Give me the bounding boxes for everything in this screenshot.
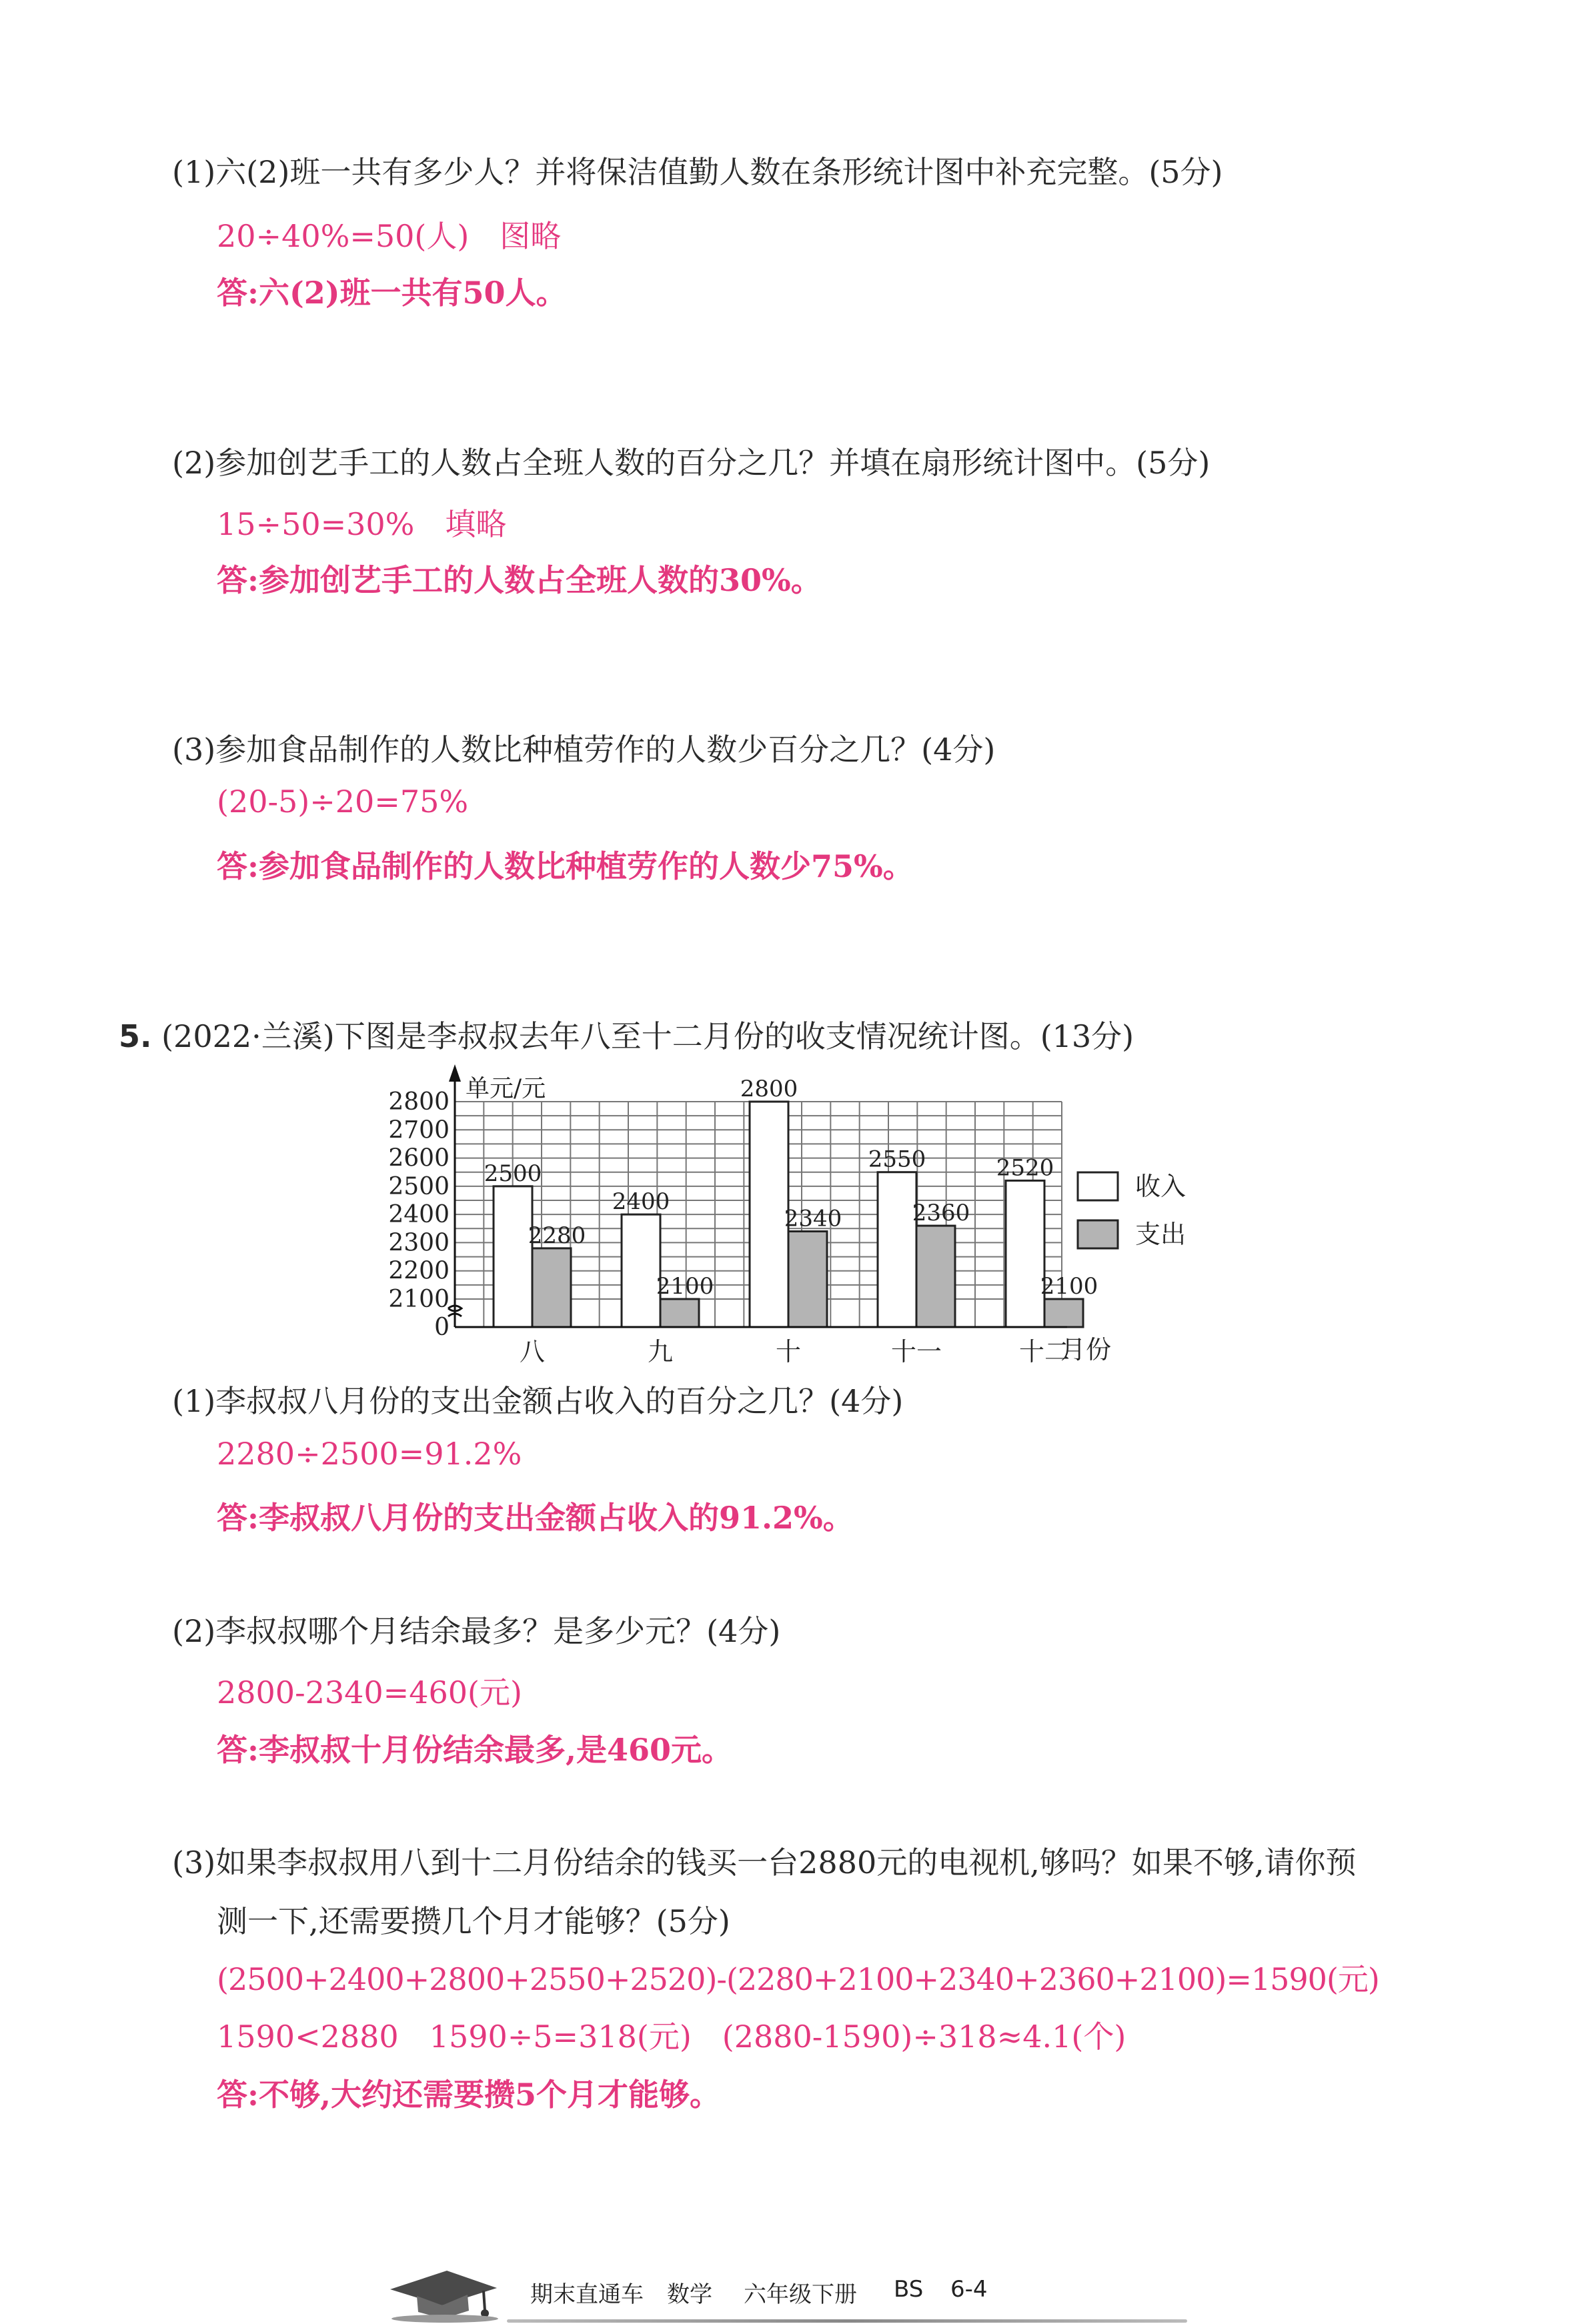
bar-expense — [532, 1248, 571, 1327]
q5-p3-question-line1: (3)如果李叔叔用八到十二月份结余的钱买一台2880元的电视机,够吗？如果不够,请你预 — [172, 1845, 1357, 1881]
data-label: 2500 — [484, 1160, 542, 1187]
q5-p3-calc-line1: (2500+2400+2800+2550+2520)-(2280+2100+2340+2360+2100)=1590(元) — [217, 1961, 1379, 1997]
legend-label: 收入 — [1135, 1172, 1187, 1201]
y-tick-label: 2200 — [388, 1257, 450, 1285]
q4-p2-calc: 15÷50=30% 填略 — [217, 506, 507, 542]
q5-p1-answer: 答:李叔叔八月份的支出金额占收入的91.2%。 — [217, 1500, 854, 1536]
data-label: 2100 — [1040, 1273, 1098, 1300]
q4-p2-answer: 答:参加创艺手工的人数占全班人数的30%。 — [217, 562, 822, 598]
x-tick-label: 十二 — [1018, 1337, 1070, 1366]
data-label: 2400 — [612, 1188, 670, 1216]
q4-p2-question: (2)参加创艺手工的人数占全班人数的百分之几？并填在扇形统计图中。(5分) — [172, 445, 1211, 481]
y-tick-label: 2300 — [388, 1229, 450, 1257]
x-tick-label: 十一 — [890, 1337, 942, 1366]
q5-p3-calc-line2: 1590<2880 1590÷5=318(元) (2880-1590)÷318≈4.1(个) — [217, 2019, 1126, 2055]
q4-p1-calc: 20÷40%=50(人) 图略 — [217, 218, 562, 254]
data-label: 2100 — [656, 1273, 714, 1300]
y-tick-label: 2400 — [388, 1201, 450, 1229]
bar-expense — [788, 1232, 827, 1327]
bar-income — [1006, 1180, 1044, 1327]
footer-subject: 数学 — [667, 2281, 712, 2308]
y-tick-label: 0 — [434, 1314, 450, 1341]
q4-p1-question: (1)六(2)班一共有多少人？并将保洁值勤人数在条形统计图中补充完整。(5分) — [172, 154, 1223, 190]
x-axis-label: 月份 — [1060, 1335, 1112, 1364]
q4-p3-question: (3)参加食品制作的人数比种植劳作的人数少百分之几？(4分) — [172, 732, 996, 768]
q5-p2-question: (2)李叔叔哪个月结余最多？是多少元？(4分) — [172, 1613, 781, 1649]
footer-title: 期末直通车 — [530, 2281, 644, 2308]
data-label: 2340 — [784, 1205, 842, 1232]
bar-expense — [1044, 1299, 1083, 1327]
x-tick-label: 十 — [775, 1337, 802, 1366]
bar-income — [622, 1214, 660, 1327]
q5-p2-calc: 2800-2340=460(元) — [217, 1674, 522, 1710]
footer-grade: 六年级下册 — [744, 2281, 857, 2308]
q5-p1-question: (1)李叔叔八月份的支出金额占收入的百分之几？(4分) — [172, 1383, 904, 1419]
y-axis-arrow — [449, 1064, 461, 1082]
q4-p3-calc: (20-5)÷20=75% — [217, 784, 469, 820]
bar-expense — [660, 1299, 699, 1327]
data-label: 2800 — [740, 1076, 798, 1102]
graduation-cap-icon — [383, 2264, 504, 2324]
data-label: 2550 — [868, 1146, 926, 1173]
legend-label: 支出 — [1135, 1220, 1187, 1249]
legend-swatch — [1078, 1172, 1118, 1200]
data-label: 2360 — [912, 1200, 970, 1227]
footer-page: 6-4 — [950, 2276, 988, 2303]
x-tick-label: 八 — [519, 1337, 546, 1366]
q5-intro: (2022·兰溪)下图是李叔叔去年八至十二月份的收支情况统计图。(13分) — [161, 1018, 1134, 1054]
y-axis-label: 单元/元 — [466, 1075, 546, 1102]
q5-p2-answer: 答:李叔叔十月份结余最多,是460元。 — [217, 1732, 733, 1768]
footer-edition: BS — [894, 2276, 924, 2303]
footer-rule — [507, 2319, 1187, 2323]
bar-income — [878, 1172, 916, 1327]
q4-p3-answer: 答:参加食品制作的人数比种植劳作的人数少75%。 — [217, 848, 914, 884]
y-tick-label: 2100 — [388, 1286, 450, 1313]
data-label: 2520 — [996, 1154, 1054, 1182]
bar-income — [750, 1102, 788, 1327]
y-tick-label: 2800 — [388, 1088, 450, 1116]
bar-expense — [916, 1226, 955, 1327]
data-label: 2280 — [528, 1222, 586, 1249]
q5-p3-answer: 答:不够,大约还需要攒5个月才能够。 — [217, 2077, 721, 2113]
y-tick-label: 2700 — [388, 1116, 450, 1144]
y-tick-label: 2500 — [388, 1172, 450, 1200]
q5-number: 5. — [119, 1018, 152, 1054]
q5-p3-question-line2: 测一下,还需要攒几个月才能够？(5分) — [217, 1903, 730, 1939]
q4-p1-answer: 答:六(2)班一共有50人。 — [217, 275, 567, 311]
bar-income — [494, 1186, 532, 1327]
y-tick-label: 2600 — [388, 1144, 450, 1172]
legend-swatch — [1078, 1220, 1118, 1248]
x-tick-label: 九 — [647, 1337, 674, 1366]
q5-p1-calc: 2280÷2500=91.2% — [217, 1436, 522, 1472]
chart-legend — [1078, 1172, 1186, 1249]
